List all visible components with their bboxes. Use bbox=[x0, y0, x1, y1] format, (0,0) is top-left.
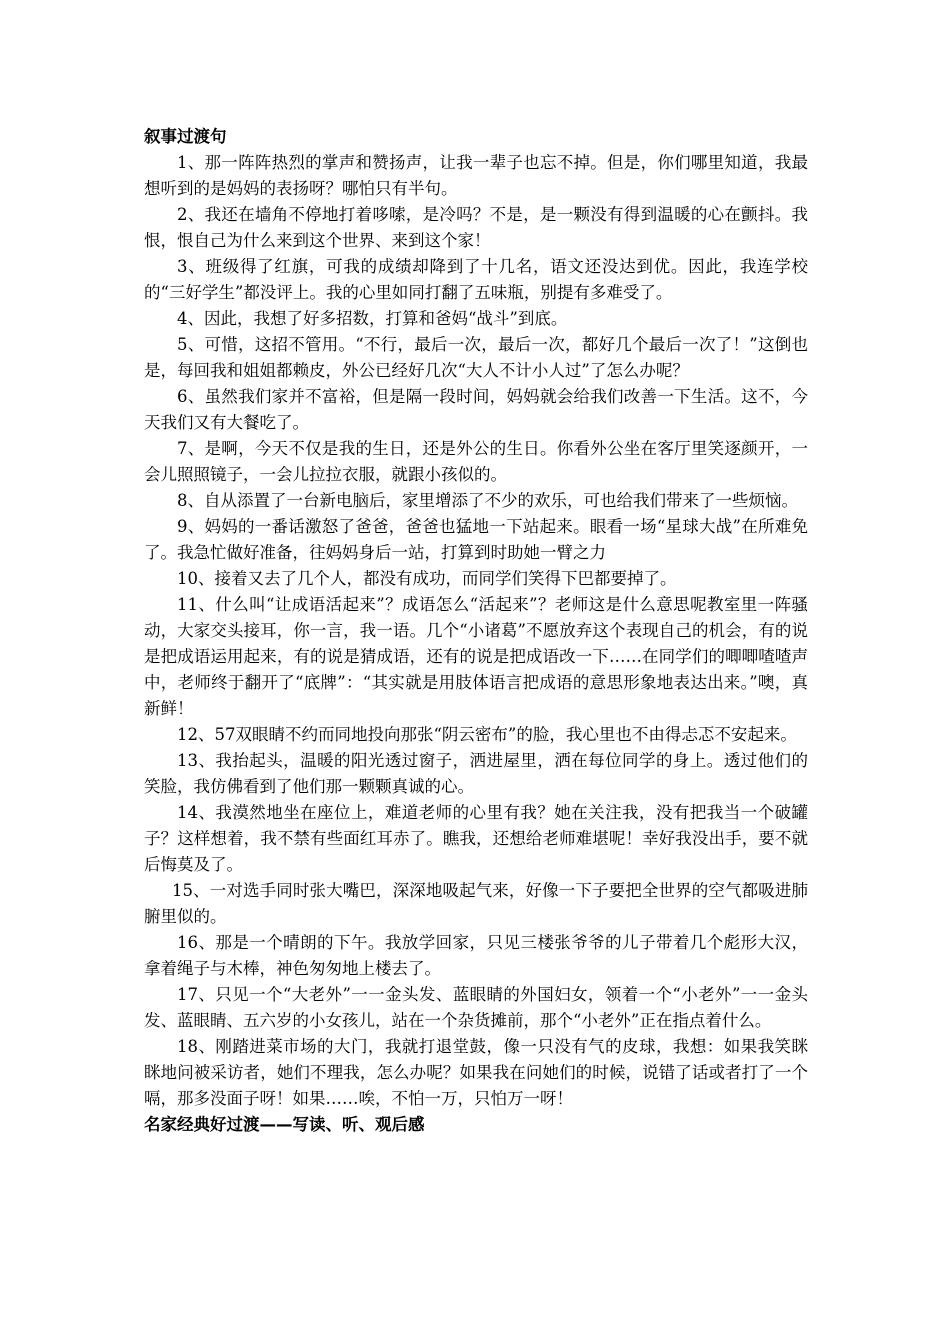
paragraph-15: 15、一对选手同时张大嘴巴，深深地吸起气来，好像一下子要把全世界的空气都吸进肺腑里似的。 bbox=[144, 881, 808, 926]
paragraph-9: 9、妈妈的一番话激怒了爸爸，爸爸也猛地一下站起来。眼看一场“星球大战”在所难免了。我急忙做好准备，往妈妈身后一站，打算到时助她一臂之力 bbox=[144, 517, 808, 562]
paragraph-7: 7、是啊，今天不仅是我的生日，还是外公的生日。你看外公坐在客厅里笑逐颜开，一会儿照照镜子，一会儿拉拉衣服，就跟小孩似的。 bbox=[144, 439, 808, 484]
paragraph-13: 13、我抬起头，温暖的阳光透过窗子，洒进屋里，洒在每位同学的身上。透过他们的笑脸，我仿佛看到了他们那一颗颗真诚的心。 bbox=[144, 751, 808, 796]
paragraph-2: 2、我还在墙角不停地打着哆嗦，是冷吗？不是，是一颗没有得到温暖的心在颤抖。我恨，恨自己为什么来到这个世界、来到这个家！ bbox=[144, 205, 808, 250]
paragraph-10: 10、接着又去了几个人，都没有成功，而同学们笑得下巴都要掉了。 bbox=[177, 569, 677, 588]
paragraph-1: 1、那一阵阵热烈的掌声和赞扬声，让我一辈子也忘不掉。但是，你们哪里知道，我最想听到的是妈妈的表扬呀？哪怕只有半句。 bbox=[144, 153, 808, 198]
section-heading: 叙事过渡句 bbox=[144, 127, 227, 146]
paragraph-18: 18、刚踏进菜市场的大门，我就打退堂鼓，像一只没有气的皮球，我想：如果我笑眯眯地问被采访者，她们不理我，怎么办呢？如果我在问她们的时候，说错了话或者打了一个嗝，那多没面子呀！如果……唉，不怕一万，只怕万一呀！ bbox=[144, 1037, 808, 1108]
paragraph-17: 17、只见一个“大老外”一一金头发、蓝眼睛的外国妇女，领着一个“小老外”一一金头发、蓝眼睛、五六岁的小女孩儿，站在一个杂货摊前，那个“小老外”正在指点着什么。 bbox=[144, 985, 808, 1030]
paragraph-11: 11、什么叫“让成语活起来”？成语怎么“活起来”？老师这是什么意思呢教室里一阵骚动，大家交头接耳，你一言，我一语。几个“小诸葛”不愿放弃这个表现自己的机会，有的说是把成语运用起来，有的说是猜成语，还有的说是把成语改一下……在同学们的唧唧喳喳声中，老师终于翻开了“底牌”：“其实就是用肢体语言把成语的意思形象地表达出来。”噢，真新鲜！ bbox=[144, 595, 808, 718]
paragraph-4: 4、因此，我想了好多招数，打算和爸妈“战斗”到底。 bbox=[177, 309, 568, 328]
paragraph-6: 6、虽然我们家并不富裕，但是隔一段时间，妈妈就会给我们改善一下生活。这不，今天我们又有大餐吃了。 bbox=[144, 387, 808, 432]
document-page bbox=[144, 124, 808, 1138]
paragraph-16: 16、那是一个晴朗的下午。我放学回家，只见三楼张爷爷的儿子带着几个彪形大汉，拿着绳子与木棒，神色匆匆地上楼去了。 bbox=[144, 933, 808, 978]
paragraph-3: 3、班级得了红旗，可我的成绩却降到了十几名，语文还没达到优。因此，我连学校的“三好学生”都没评上。我的心里如同打翻了五味瓶，别提有多难受了。 bbox=[144, 257, 808, 302]
paragraph-5: 5、可惜，这招不管用。“不行，最后一次，最后一次，都好几个最后一次了！”这倒也是，每回我和姐姐都赖皮，外公已经好几次“大人不计小人过”了怎么办呢？ bbox=[144, 335, 808, 380]
paragraph-12: 12、57双眼睛不约而同地投向那张“阴云密布”的脸，我心里也不由得忐忑不安起来。 bbox=[177, 725, 797, 744]
paragraph-8: 8、自从添置了一台新电脑后，家里增添了不少的欢乐，可也给我们带来了一些烦恼。 bbox=[177, 491, 798, 510]
paragraph-14: 14、我漠然地坐在座位上，难道老师的心里有我？她在关注我，没有把我当一个破罐子？这样想着，我不禁有些面红耳赤了。瞧我，还想给老师难堪呢！幸好我没出手，要不就后悔莫及了。 bbox=[144, 803, 808, 874]
footer-heading: 名家经典好过渡——写读、听、观后感 bbox=[144, 1115, 425, 1134]
